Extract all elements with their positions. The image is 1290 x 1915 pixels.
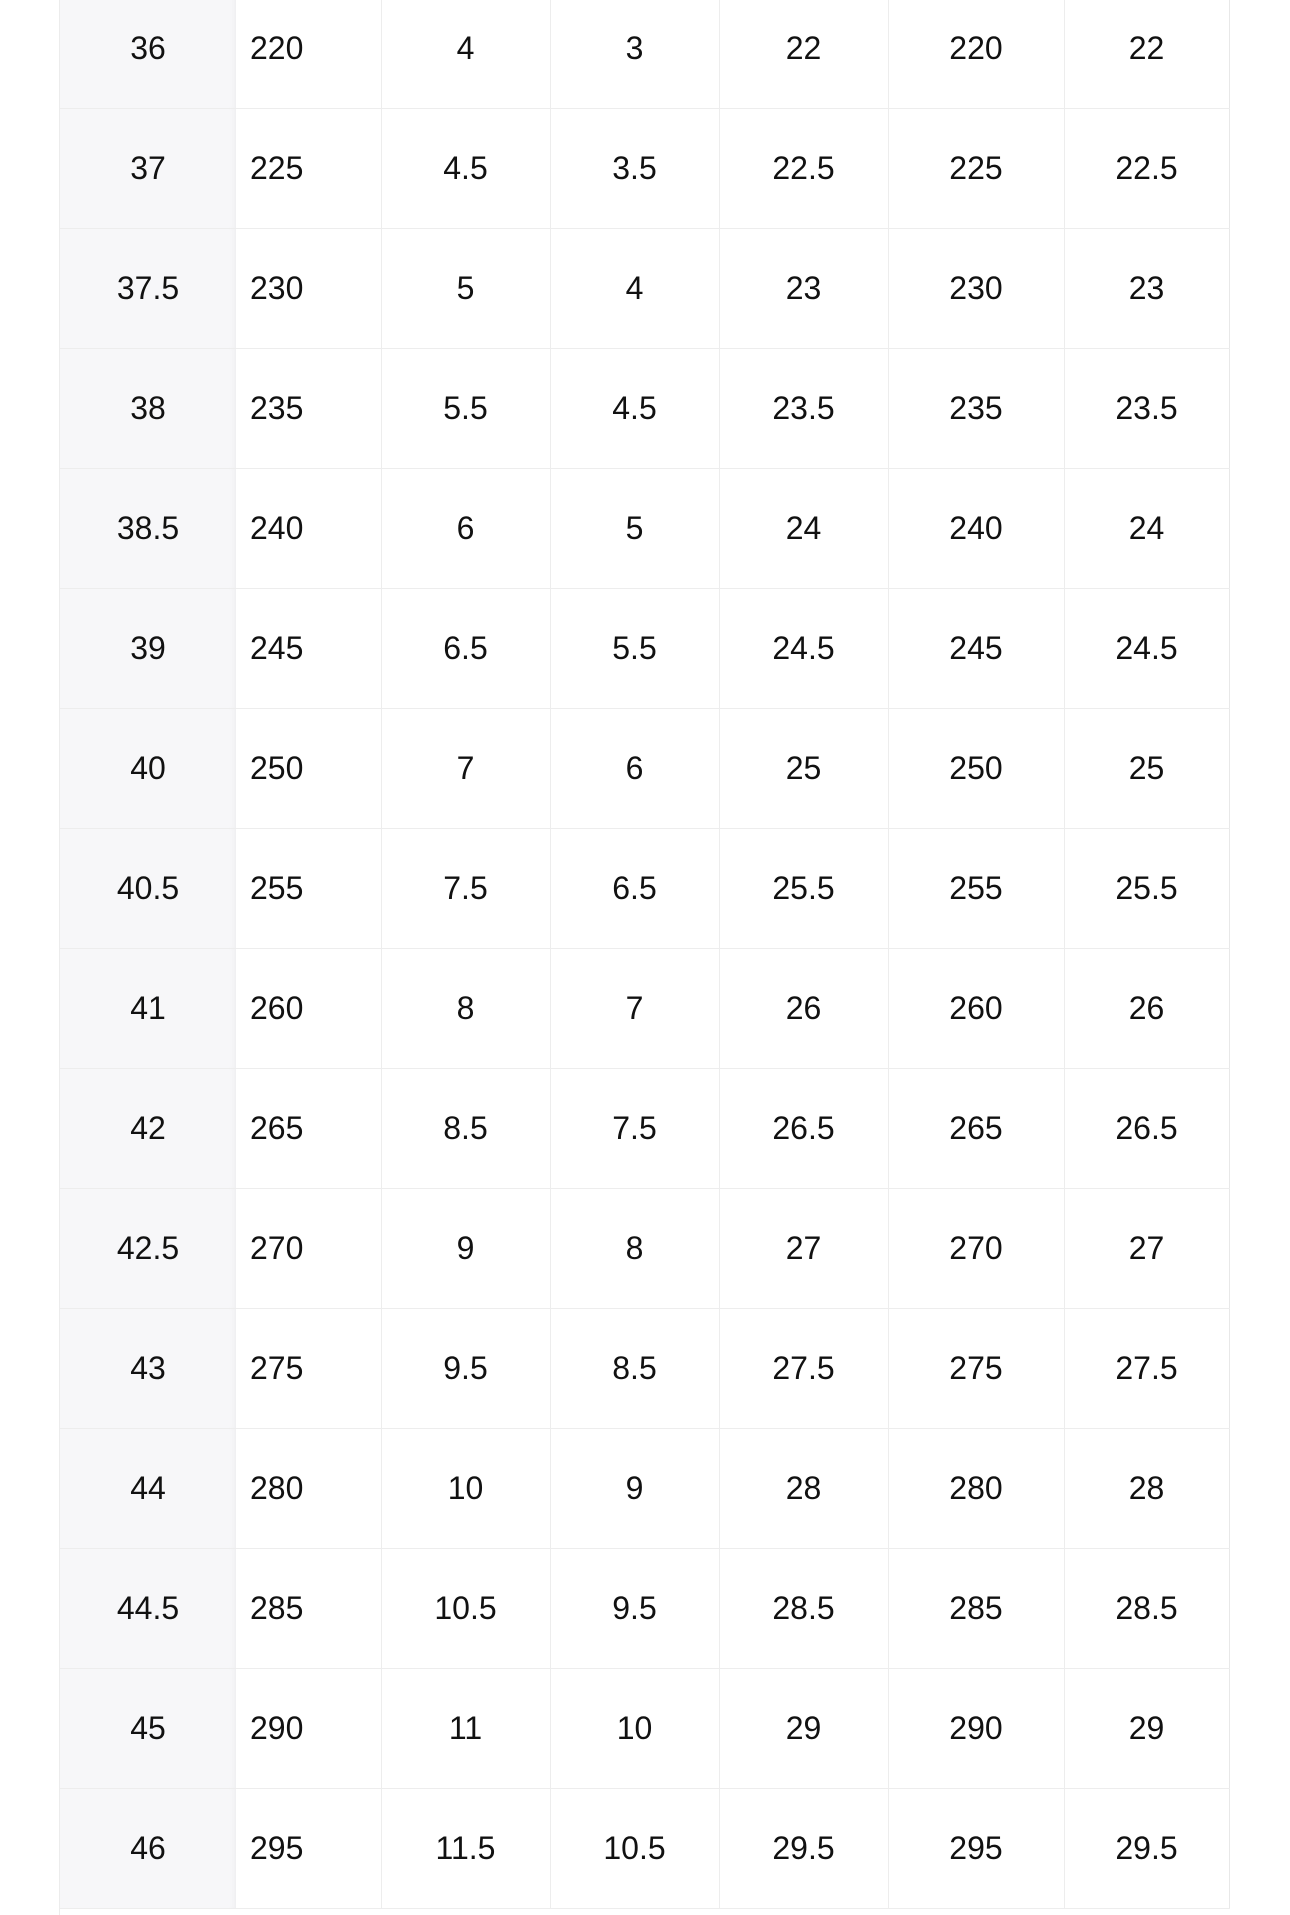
table-cell: 27.5 [1064,1309,1229,1429]
table-cell: 24 [1064,469,1229,589]
table-row [60,1309,1229,1429]
table-cell: 240 [888,469,1064,589]
table-cell: 24.5 [1064,589,1229,709]
table-cell: 225 [888,109,1064,229]
table-cell: 265 [236,1069,381,1189]
table-cell: 260 [236,949,381,1069]
table-cell: 24.5 [719,589,888,709]
table-cell: 4 [381,0,550,109]
table-cell: 27 [1064,1189,1229,1309]
table-cell: 290 [888,1669,1064,1789]
table-cell: 26.5 [1064,1069,1229,1189]
table-cell: 8 [550,1189,719,1309]
table-cell: 220 [236,0,381,109]
table-cell: 36 [60,0,236,109]
table-cell: 26.5 [719,1069,888,1189]
table-cell: 9 [381,1189,550,1309]
table-cell: 280 [236,1429,381,1549]
table-row [60,589,1229,709]
table-cell: 25 [1064,709,1229,829]
table-cell: 44.5 [60,1549,236,1669]
table-cell: 38.5 [60,469,236,589]
table-cell: 9.5 [381,1309,550,1429]
table-cell: 5.5 [381,349,550,469]
table-cell: 10 [381,1429,550,1549]
table-cell: 25 [719,709,888,829]
table-cell: 8.5 [550,1309,719,1429]
table-cell: 29 [719,1669,888,1789]
table-cell: 42 [60,1069,236,1189]
table-row [60,1549,1229,1669]
table-cell: 240 [236,469,381,589]
table-cell: 23.5 [1064,349,1229,469]
table-cell: 6.5 [381,589,550,709]
table-row [60,949,1229,1069]
table-cell: 4.5 [550,349,719,469]
table-row [60,1069,1229,1189]
table-cell: 9 [550,1429,719,1549]
table-cell: 44 [60,1429,236,1549]
table-row [60,709,1229,829]
table-cell: 255 [888,829,1064,949]
table-cell: 27 [719,1189,888,1309]
table-cell: 4 [550,229,719,349]
table-cell: 7 [381,709,550,829]
table-cell: 10.5 [381,1549,550,1669]
table-cell: 285 [236,1549,381,1669]
table-cell: 8.5 [381,1069,550,1189]
table-cell: 270 [236,1189,381,1309]
table-cell: 23 [719,229,888,349]
table-cell: 25.5 [719,829,888,949]
table-cell: 11.5 [381,1789,550,1909]
table-cell: 4.5 [381,109,550,229]
table-cell: 22.5 [1064,109,1229,229]
table-cell: 275 [236,1309,381,1429]
table-cell: 10.5 [550,1789,719,1909]
table-cell: 45 [60,1669,236,1789]
table-cell: 5 [381,229,550,349]
table-cell: 29.5 [719,1789,888,1909]
table-cell: 40 [60,709,236,829]
table-row [60,349,1229,469]
table-cell: 28 [1064,1429,1229,1549]
table-cell: 37.5 [60,229,236,349]
table-cell: 11 [381,1669,550,1789]
table-cell: 3.5 [550,109,719,229]
table-row [60,469,1229,589]
table-cell: 7.5 [381,829,550,949]
table-cell: 260 [888,949,1064,1069]
table-row [60,1189,1229,1309]
table-cell: 46 [60,1789,236,1909]
table-cell: 28.5 [719,1549,888,1669]
table-cell: 40.5 [60,829,236,949]
table-cell: 235 [888,349,1064,469]
table-cell: 10 [550,1669,719,1789]
table-row [60,1789,1229,1909]
table-cell: 22 [719,0,888,109]
table-cell: 245 [236,589,381,709]
table-cell: 265 [888,1069,1064,1189]
table-cell: 22 [1064,0,1229,109]
table-cell: 25.5 [1064,829,1229,949]
table-cell: 250 [888,709,1064,829]
table-cell: 22.5 [719,109,888,229]
table-cell: 6.5 [550,829,719,949]
table-cell: 295 [236,1789,381,1909]
table-cell: 235 [236,349,381,469]
table-cell: 38 [60,349,236,469]
table-cell: 43 [60,1309,236,1429]
table-cell: 29 [1064,1669,1229,1789]
table-cell: 24 [719,469,888,589]
table-cell: 6 [381,469,550,589]
table-cell: 26 [719,949,888,1069]
table-row [60,0,1229,109]
table-cell: 7 [550,949,719,1069]
table-cell: 280 [888,1429,1064,1549]
table-cell: 270 [888,1189,1064,1309]
table-cell: 37 [60,109,236,229]
table-cell: 290 [236,1669,381,1789]
table-row [60,229,1229,349]
size-chart-body [60,0,1229,1909]
table-cell: 23 [1064,229,1229,349]
table-cell: 285 [888,1549,1064,1669]
table-cell: 230 [236,229,381,349]
table-cell: 255 [236,829,381,949]
table-cell: 39 [60,589,236,709]
table-cell: 7.5 [550,1069,719,1189]
table-row [60,1669,1229,1789]
table-row [60,1429,1229,1549]
table-cell: 42.5 [60,1189,236,1309]
table-row [60,829,1229,949]
table-cell: 27.5 [719,1309,888,1429]
table-cell: 220 [888,0,1064,109]
table-cell: 6 [550,709,719,829]
table-cell: 41 [60,949,236,1069]
table-cell: 245 [888,589,1064,709]
table-cell: 28.5 [1064,1549,1229,1669]
table-cell: 295 [888,1789,1064,1909]
table-cell: 9.5 [550,1549,719,1669]
table-cell: 230 [888,229,1064,349]
table-row [60,109,1229,229]
table-cell: 23.5 [719,349,888,469]
table-cell: 8 [381,949,550,1069]
table-cell: 225 [236,109,381,229]
table-cell: 250 [236,709,381,829]
table-cell: 275 [888,1309,1064,1429]
table-cell: 3 [550,0,719,109]
table-cell: 26 [1064,949,1229,1069]
table-cell: 5 [550,469,719,589]
table-cell: 28 [719,1429,888,1549]
size-chart-table [60,0,1230,1909]
table-cell: 29.5 [1064,1789,1229,1909]
table-cell: 5.5 [550,589,719,709]
